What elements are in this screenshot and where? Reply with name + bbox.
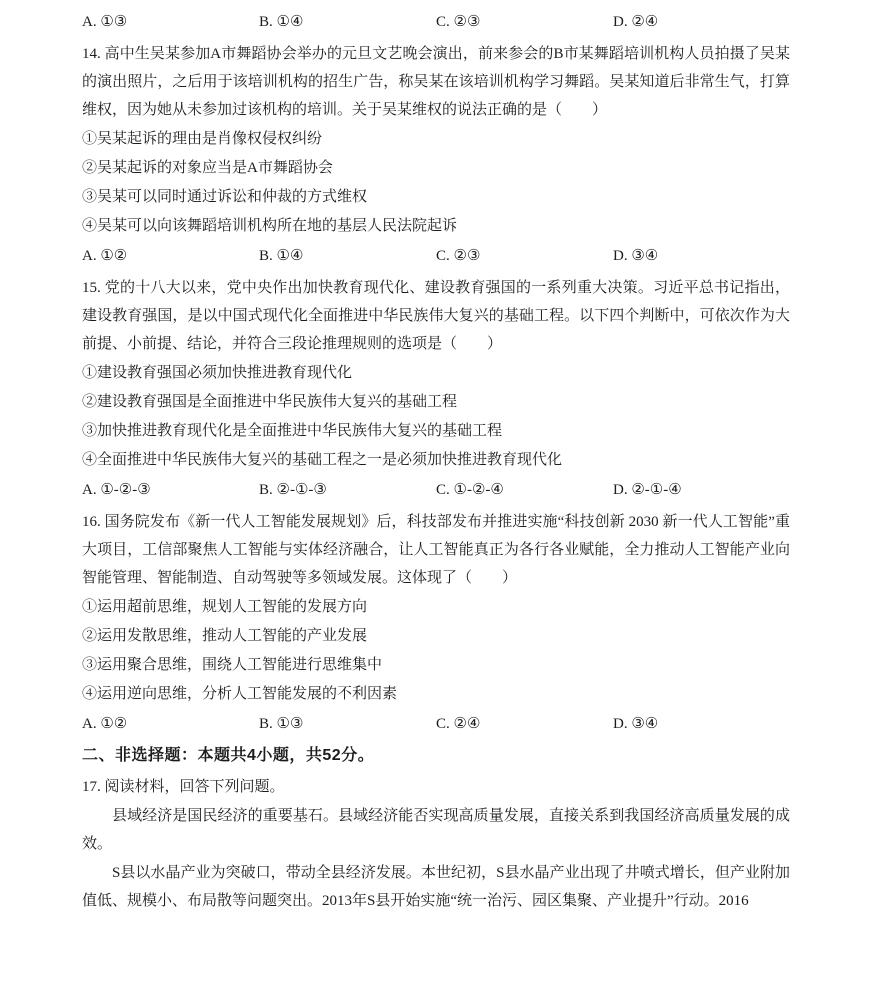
statement-item-3: ③吴某可以同时通过诉讼和仲裁的方式维权: [82, 189, 368, 205]
statement-item-4: ④吴某可以向该舞蹈培训机构所在地的基层人民法院起诉: [82, 218, 458, 234]
answer-options-row: [82, 476, 790, 504]
answer-option-a: A. ①②: [82, 716, 128, 732]
statement-item-1: ①运用超前思维，规划人工智能的发展方向: [82, 599, 368, 615]
answer-options-row: [82, 242, 790, 270]
statement-item-2: ②吴某起诉的对象应当是A市舞蹈协会: [82, 160, 333, 176]
answer-option-d: D. ②④: [613, 14, 659, 30]
statement-item-3: ③加快推进教育现代化是全面推进中华民族伟大复兴的基础工程: [82, 423, 503, 439]
answer-option-d: D. ②-①-④: [613, 482, 682, 498]
statement-item-1: ①吴某起诉的理由是肖像权侵权纠纷: [82, 131, 323, 147]
question-14: [82, 40, 790, 270]
question-15: [82, 274, 790, 504]
answer-option-b: B. ②-①-③: [259, 482, 327, 498]
statement-item-3: ③运用聚合思维，围绕人工智能进行思维集中: [82, 657, 383, 673]
question-stem: 17. 阅读材料，回答下列问题。: [82, 779, 285, 795]
question-stem: 14. 高中生吴某参加A市舞蹈协会举办的元旦文艺晚会演出，前来参会的B市某舞蹈培训机构人员拍摄了吴某的演出照片，之后用于该培训机构的招生广告，称吴某在该培训机构学习舞蹈。吴某知道后非常生气，打算维权，因为她从未参加过该机构的培训。关于吴某维权的说法正确的是（ ）: [82, 46, 790, 118]
answer-options-row: [82, 8, 790, 36]
question-stem: 15. 党的十八大以来，党中央作出加快教育现代化、建设教育强国的一系列重大决策。习近平总书记指出，建设教育强国，是以中国式现代化全面推进中华民族伟大复兴的基础工程。以下四个判断中，可依次作为大前提、小前提、结论，并符合三段论推理规则的选项是（ ）: [82, 280, 790, 352]
statement-item-4: ④运用逆向思维，分析人工智能发展的不利因素: [82, 686, 398, 702]
question-17: [82, 773, 790, 915]
answer-option-a: A. ①②: [82, 248, 128, 264]
answer-option-c: C. ②④: [436, 716, 481, 732]
material-paragraph-2: S县以水晶产业为突破口，带动全县经济发展。本世纪初，S县水晶产业出现了井喷式增长，但产业附加值低、规模小、布局散等问题突出。2013年S县开始实施“统一治污、园区集聚、产业提升”行动。2016: [82, 865, 790, 909]
answer-option-b: B. ①③: [259, 716, 304, 732]
answer-option-d: D. ③④: [613, 716, 659, 732]
question-stem: 16. 国务院发布《新一代人工智能发展规划》后，科技部发布并推进实施“科技创新 2030 新一代人工智能”重大项目，工信部聚焦人工智能与实体经济融合，让人工智能真正为各行各业赋能，全力推动人工智能产业向智能管理、智能制造、自动驾驶等多领域发展。这体现了（ ）: [82, 514, 790, 586]
statement-item-4: ④全面推进中华民族伟大复兴的基础工程之一是必须加快推进教育现代化: [82, 452, 563, 468]
answer-option-a: A. ①-②-③: [82, 482, 151, 498]
answer-option-c: C. ②③: [436, 248, 481, 264]
statement-item-2: ②运用发散思维，推动人工智能的产业发展: [82, 628, 368, 644]
answer-option-b: B. ①④: [259, 248, 304, 264]
answer-option-d: D. ③④: [613, 248, 659, 264]
material-paragraph-1: 县域经济是国民经济的重要基石。县域经济能否实现高质量发展，直接关系到我国经济高质量发展的成效。: [82, 808, 790, 852]
section-heading: 二、非选择题：本题共4小题，共52分。: [82, 747, 375, 764]
question-16: [82, 508, 790, 738]
answer-option-a: A. ①③: [82, 14, 128, 30]
answer-option-b: B. ①④: [259, 14, 304, 30]
answer-option-c: C. ②③: [436, 14, 481, 30]
answer-option-c: C. ①-②-④: [436, 482, 504, 498]
statement-item-1: ①建设教育强国必须加快推进教育现代化: [82, 365, 353, 381]
answer-options-row: [82, 710, 790, 738]
statement-item-2: ②建设教育强国是全面推进中华民族伟大复兴的基础工程: [82, 394, 458, 410]
